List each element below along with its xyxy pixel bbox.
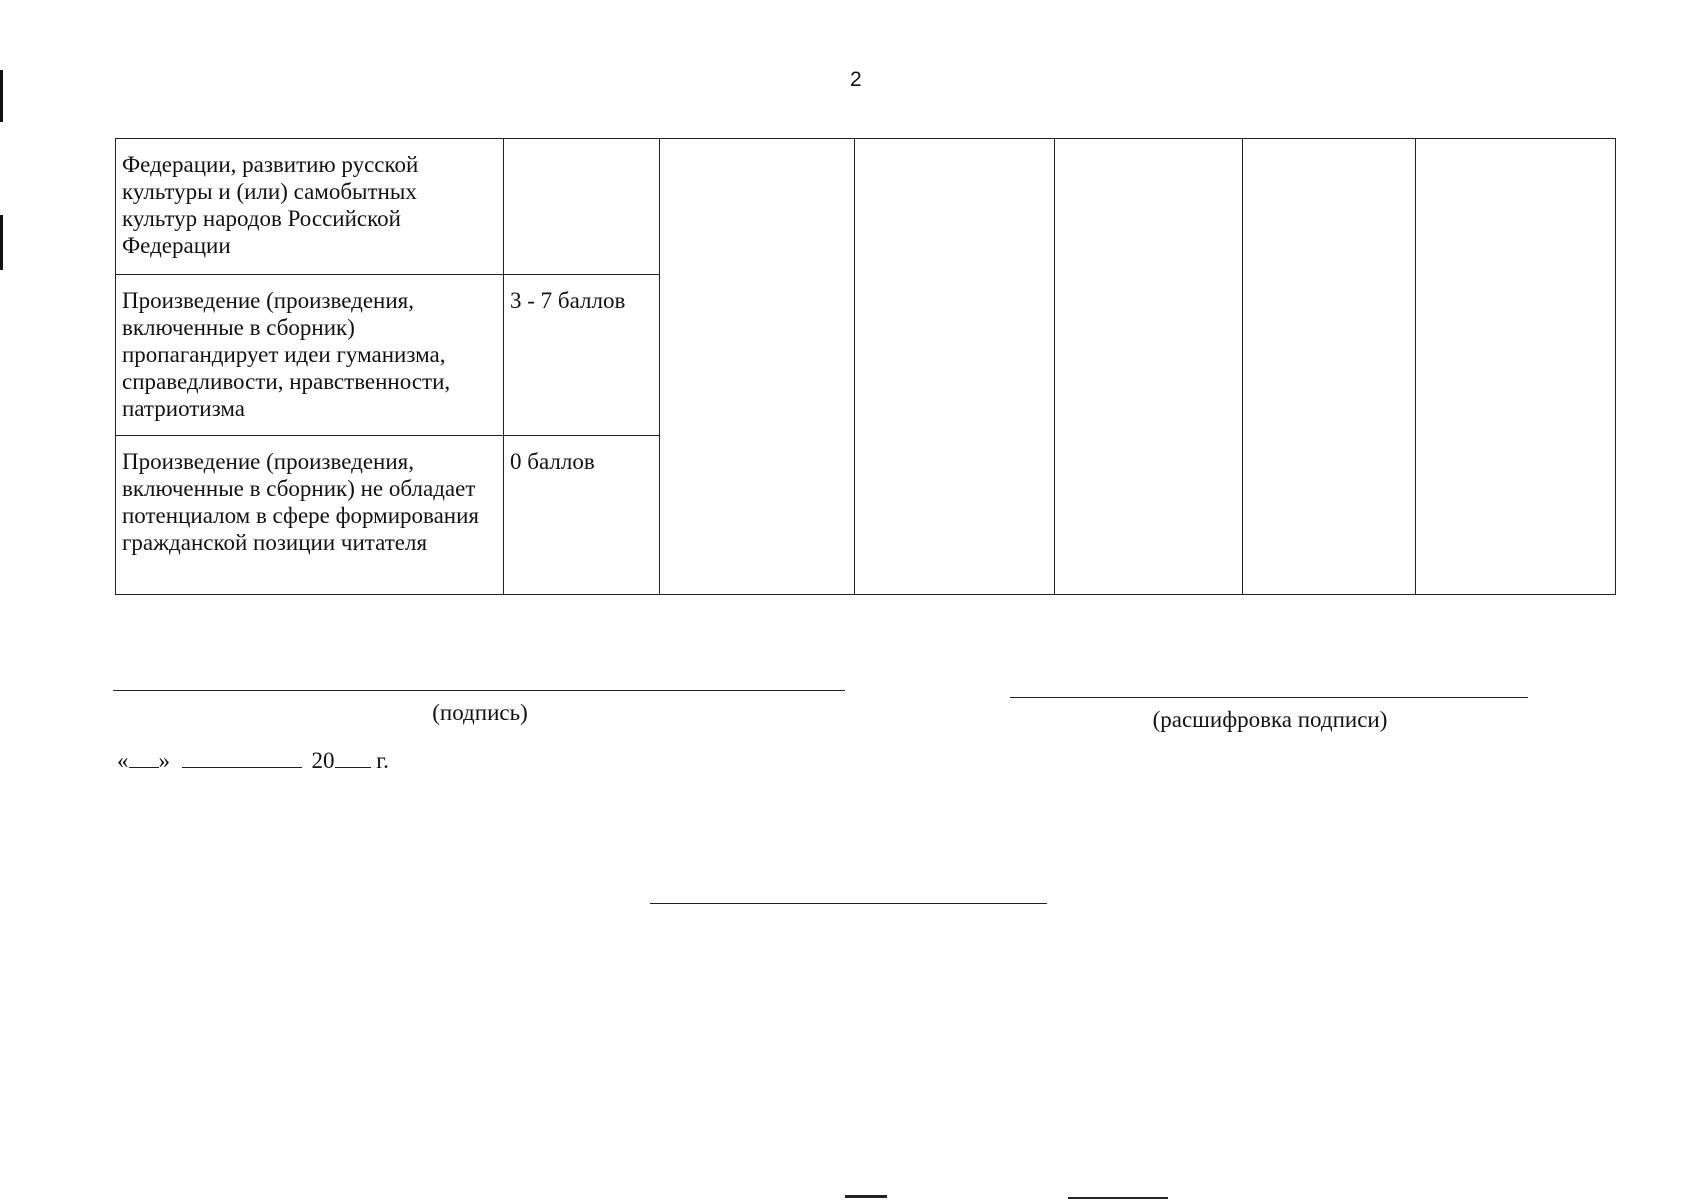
criterion-cell: Произведение (произведения, включенные в сборник) пропагандирует идеи гуманизма, справедливости, нравственности, патриотизма <box>116 275 504 436</box>
criteria-table <box>115 138 1616 595</box>
day-blank <box>129 749 159 768</box>
year-suffix: г. <box>376 748 389 773</box>
signature-line <box>113 690 845 691</box>
criterion-cell: Произведение (произведения, включенные в сборник) не обладает потенциалом в сфере формирования гражданской позиции читателя <box>116 436 504 595</box>
month-blank <box>182 749 302 768</box>
empty-cell <box>660 139 855 595</box>
date-line <box>117 748 389 774</box>
empty-cell <box>1243 139 1416 595</box>
year-prefix: 20 <box>311 748 335 773</box>
signature-caption: (подпись) <box>432 700 528 725</box>
score-cell <box>504 139 660 275</box>
open-quote: « <box>117 748 129 773</box>
table-row <box>116 139 1616 275</box>
signature-decode-caption: (расшифровка подписи) <box>1152 707 1388 732</box>
empty-cell <box>855 139 1055 595</box>
scan-bottom-mark <box>845 1195 887 1198</box>
page-number: 2 <box>850 68 862 91</box>
year-blank <box>335 749 371 768</box>
signature-decode-line <box>1010 697 1528 698</box>
criterion-cell: Федерации, развитию русской культуры и (или) самобытных культур народов Российской Федерации <box>116 139 504 275</box>
score-cell: 0 баллов <box>504 436 660 595</box>
empty-cell <box>1416 139 1616 595</box>
scan-margin-mark-bottom <box>0 215 3 270</box>
score-cell: 3 - 7 баллов <box>504 275 660 436</box>
separator-line <box>650 903 1047 904</box>
close-quote: » <box>158 748 170 773</box>
empty-cell <box>1055 139 1243 595</box>
scan-bottom-mark <box>1068 1197 1168 1199</box>
scan-margin-mark-top <box>0 70 3 122</box>
